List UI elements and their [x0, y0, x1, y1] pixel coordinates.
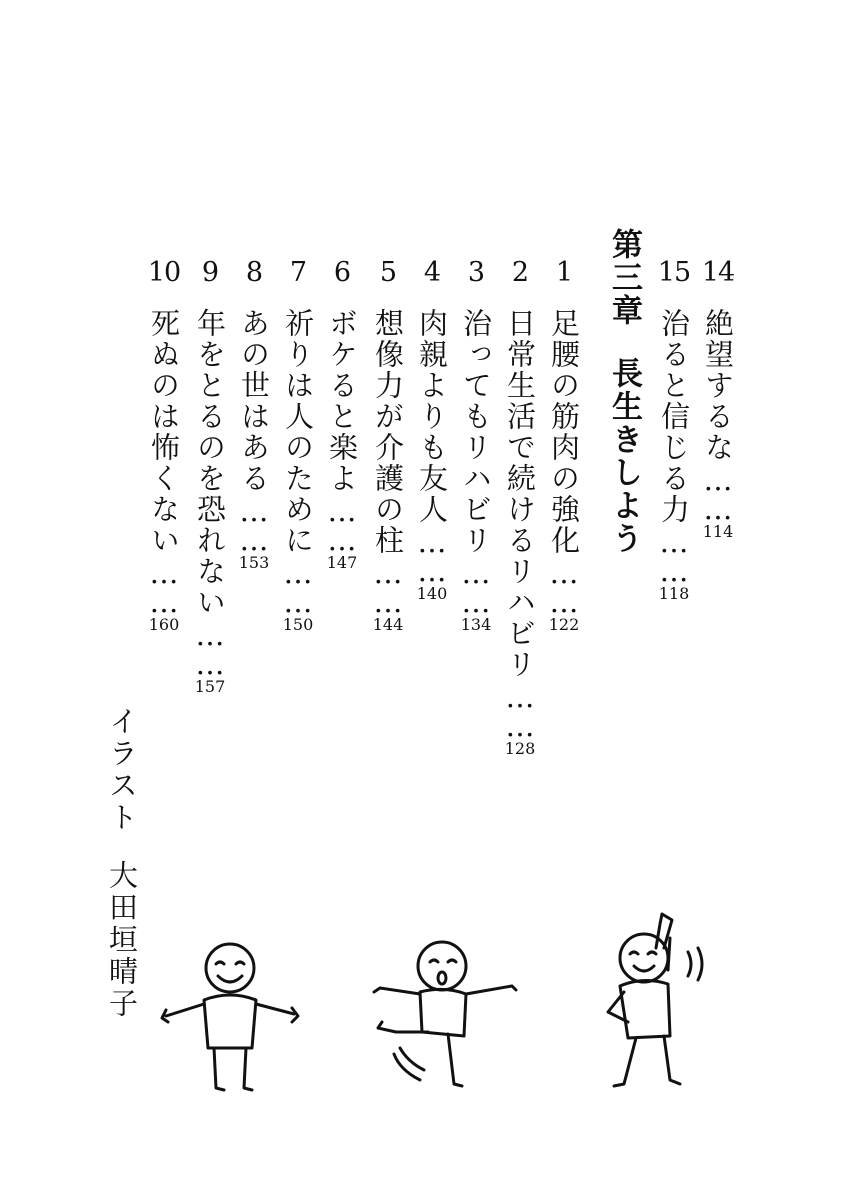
entry-title: 死ぬのは怖くない……	[147, 308, 181, 614]
elderly-stretching-illustration	[588, 908, 718, 1098]
entry-title: 祈りは人のために……	[281, 308, 315, 614]
entry-page: 134	[460, 615, 492, 634]
toc-entry-10	[140, 258, 188, 634]
entry-number: 3	[467, 257, 485, 288]
toc-entry-8	[230, 258, 278, 572]
entry-number: 2	[511, 257, 529, 288]
toc-entry-5	[364, 258, 412, 634]
entry-title: 年をとるのを恐れない……	[193, 308, 227, 676]
entry-page: 122	[548, 615, 580, 634]
entry-title: 治ってもリハビリ……	[459, 308, 493, 614]
entry-title: あの世はある……	[237, 308, 271, 552]
entry-title: 日常生活で続けるリハビリ……	[503, 308, 537, 738]
entry-number: 4	[423, 257, 441, 288]
entry-title: 肉親よりも友人……	[415, 308, 449, 583]
entry-number: 5	[379, 257, 397, 288]
entry-page: 114	[702, 522, 734, 541]
entry-page: 140	[416, 584, 448, 603]
chapter-heading	[598, 228, 644, 555]
entry-title: 治ると信じる力……	[657, 308, 691, 583]
entry-number: 9	[201, 257, 219, 288]
credit-role: イラスト	[105, 706, 139, 834]
chapter-label: 第三章	[606, 228, 642, 327]
entry-number: 1	[555, 257, 573, 288]
elderly-arms-spread-illustration	[160, 938, 300, 1098]
entry-number: 6	[333, 257, 351, 288]
entry-title: ボケると楽よ……	[325, 308, 359, 552]
entry-page: 150	[282, 615, 314, 634]
toc-entry-2	[496, 258, 544, 758]
toc-entry-3	[452, 258, 500, 634]
entry-page: 160	[148, 615, 180, 634]
entry-title: 絶望するな……	[701, 308, 735, 521]
entry-number: 14	[701, 257, 735, 288]
entry-page: 144	[372, 615, 404, 634]
entry-number: 8	[245, 257, 263, 288]
chapter-title: 長生きしよう	[606, 357, 642, 555]
entry-number: 15	[657, 257, 691, 288]
entry-number: 10	[147, 257, 181, 288]
toc-entry-6	[318, 258, 366, 572]
entry-page: 128	[504, 739, 536, 758]
illustration-credit	[100, 706, 140, 1020]
entry-page: 118	[658, 584, 690, 603]
elderly-balancing-illustration	[370, 936, 520, 1096]
toc-entry-1	[540, 258, 588, 634]
entry-title: 足腰の筋肉の強化……	[547, 308, 581, 614]
entry-title: 想像力が介護の柱……	[371, 308, 405, 614]
toc-entry-7	[274, 258, 322, 634]
credit-name: 大田垣晴子	[105, 860, 139, 1020]
toc-entry-15	[650, 258, 698, 603]
toc-entry-9	[186, 258, 234, 696]
entry-number: 7	[289, 257, 307, 288]
toc-entry-14	[694, 258, 742, 541]
entry-page: 153	[238, 553, 270, 572]
toc-entry-4	[408, 258, 456, 603]
entry-page: 157	[194, 677, 226, 696]
entry-page: 147	[326, 553, 358, 572]
